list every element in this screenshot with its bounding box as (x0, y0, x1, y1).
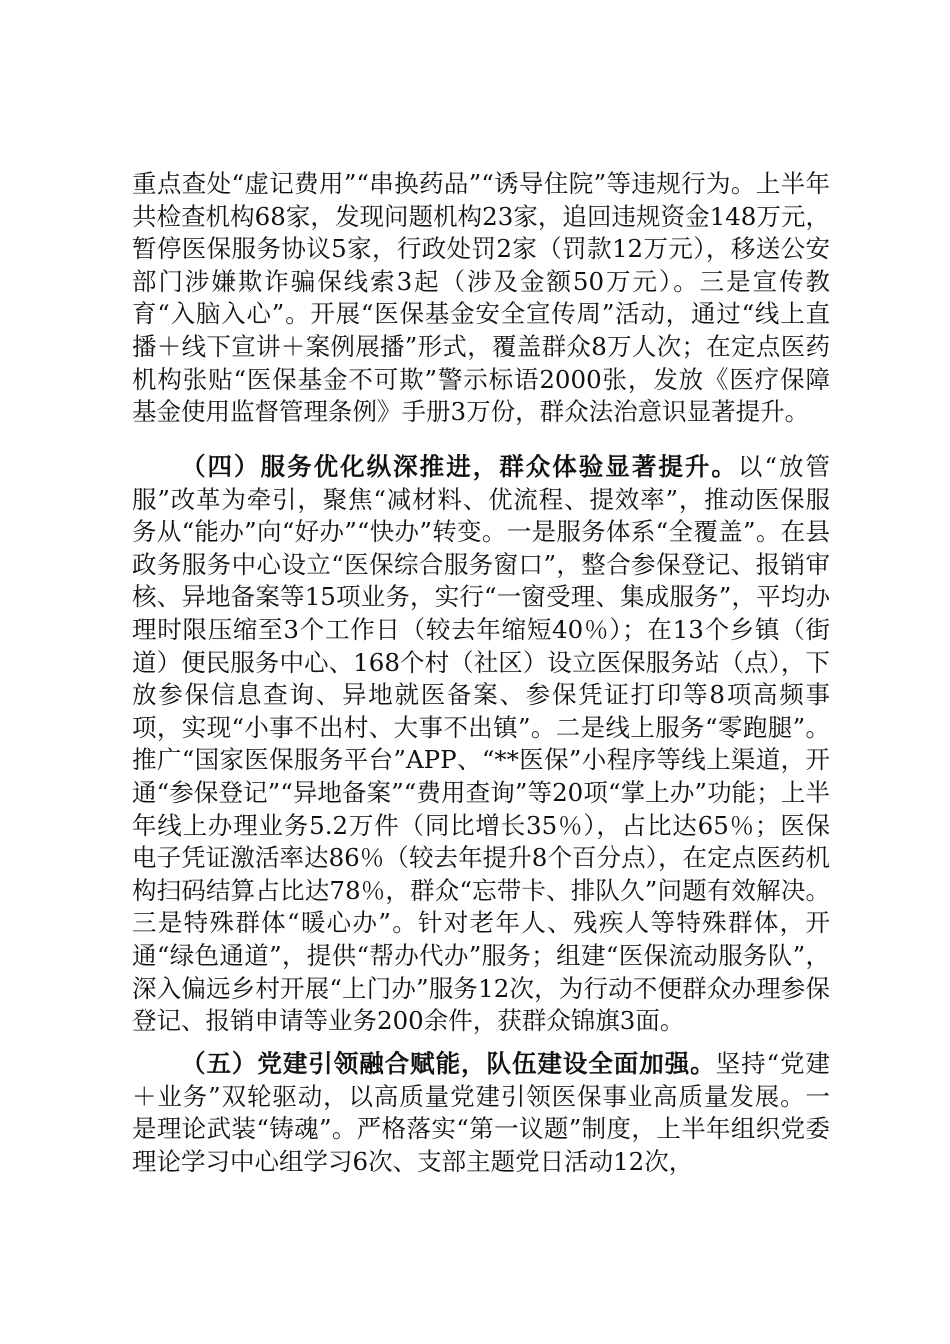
paragraph-supervision-continued (132, 168, 830, 429)
section-heading-five: （五）党建引领融合赋能，队伍建设全面加强。 (181, 1049, 716, 1078)
paragraph-service-optimization (132, 451, 830, 1038)
paragraph-body: 重点查处“虚记费用”“串换药品”“诱导住院”等违规行为。上半年共检查机构68家，发现问题机构23家，追回违规资金148万元，暂停医保服务协议5家，行政处罚2家（罚款12万元），移送公安部门涉嫌欺诈骗保线索3起（涉及金额50万元）。三是宣传教育“入脑入心”。开展“医保基金安全宣传周”活动，通过“线上直播＋线下宣讲＋案例展播”形式，覆盖群众8万人次；在定点医药机构张贴“医保基金不可欺”警示标语2000张，发放《医疗保障基金使用监督管理条例》手册3万份，群众法治意识显著提升。 (132, 169, 830, 427)
paragraph-body: 坚持“党建＋业务”双轮驱动，以高质量党建引领医保事业高质量发展。一是理论武装“铸魂”。严格落实“第一议题”制度，上半年组织党委理论学习中心组学习6次、支部主题党日活动12次， (132, 1049, 831, 1176)
paragraph-party-building (132, 1048, 830, 1178)
paragraph-body: 以“放管服”改革为牵引，聚焦“减材料、优流程、提效率”，推动医保服务从“能办”向“好办”“快办”转变。一是服务体系“全覆盖”。在县政务服务中心设立“医保综合服务窗口”，整合参保登记、报销审核、异地备案等15项业务，实行“一窗受理、集成服务”，平均办理时限压缩至3个工作日（较去年缩短40％）；在13个乡镇（街道）便民服务中心、168个村（社区）设立医保服务站（点），下放参保信息查询、异地就医备案、参保凭证打印等8项高频事项，实现“小事不出村、大事不出镇”。二是线上服务“零跑腿”。推广“国家医保服务平台”APP、“**医保”小程序等线上渠道，开通“参保登记”“异地备案”“费用查询”等20项“掌上办”功能；上半年线上办理业务5.2万件（同比增长35％），占比达65％；医保电子凭证激活率达86％（较去年提升8个百分点），在定点医药机构扫码结算占比达78％，群众“忘带卡、排队久”问题有效解决。三是特殊群体“暖心办”。针对老年人、残疾人等特殊群体，开通“绿色通道”，提供“帮办代办”服务；组建“医保流动服务队”，深入偏远乡村开展“上门办”服务12次，为行动不便群众办理参保登记、报销申请等业务200余件，获群众锦旗3面。 (132, 452, 831, 1036)
section-heading-four: （四）服务优化纵深推进，群众体验显著提升。 (181, 452, 738, 481)
